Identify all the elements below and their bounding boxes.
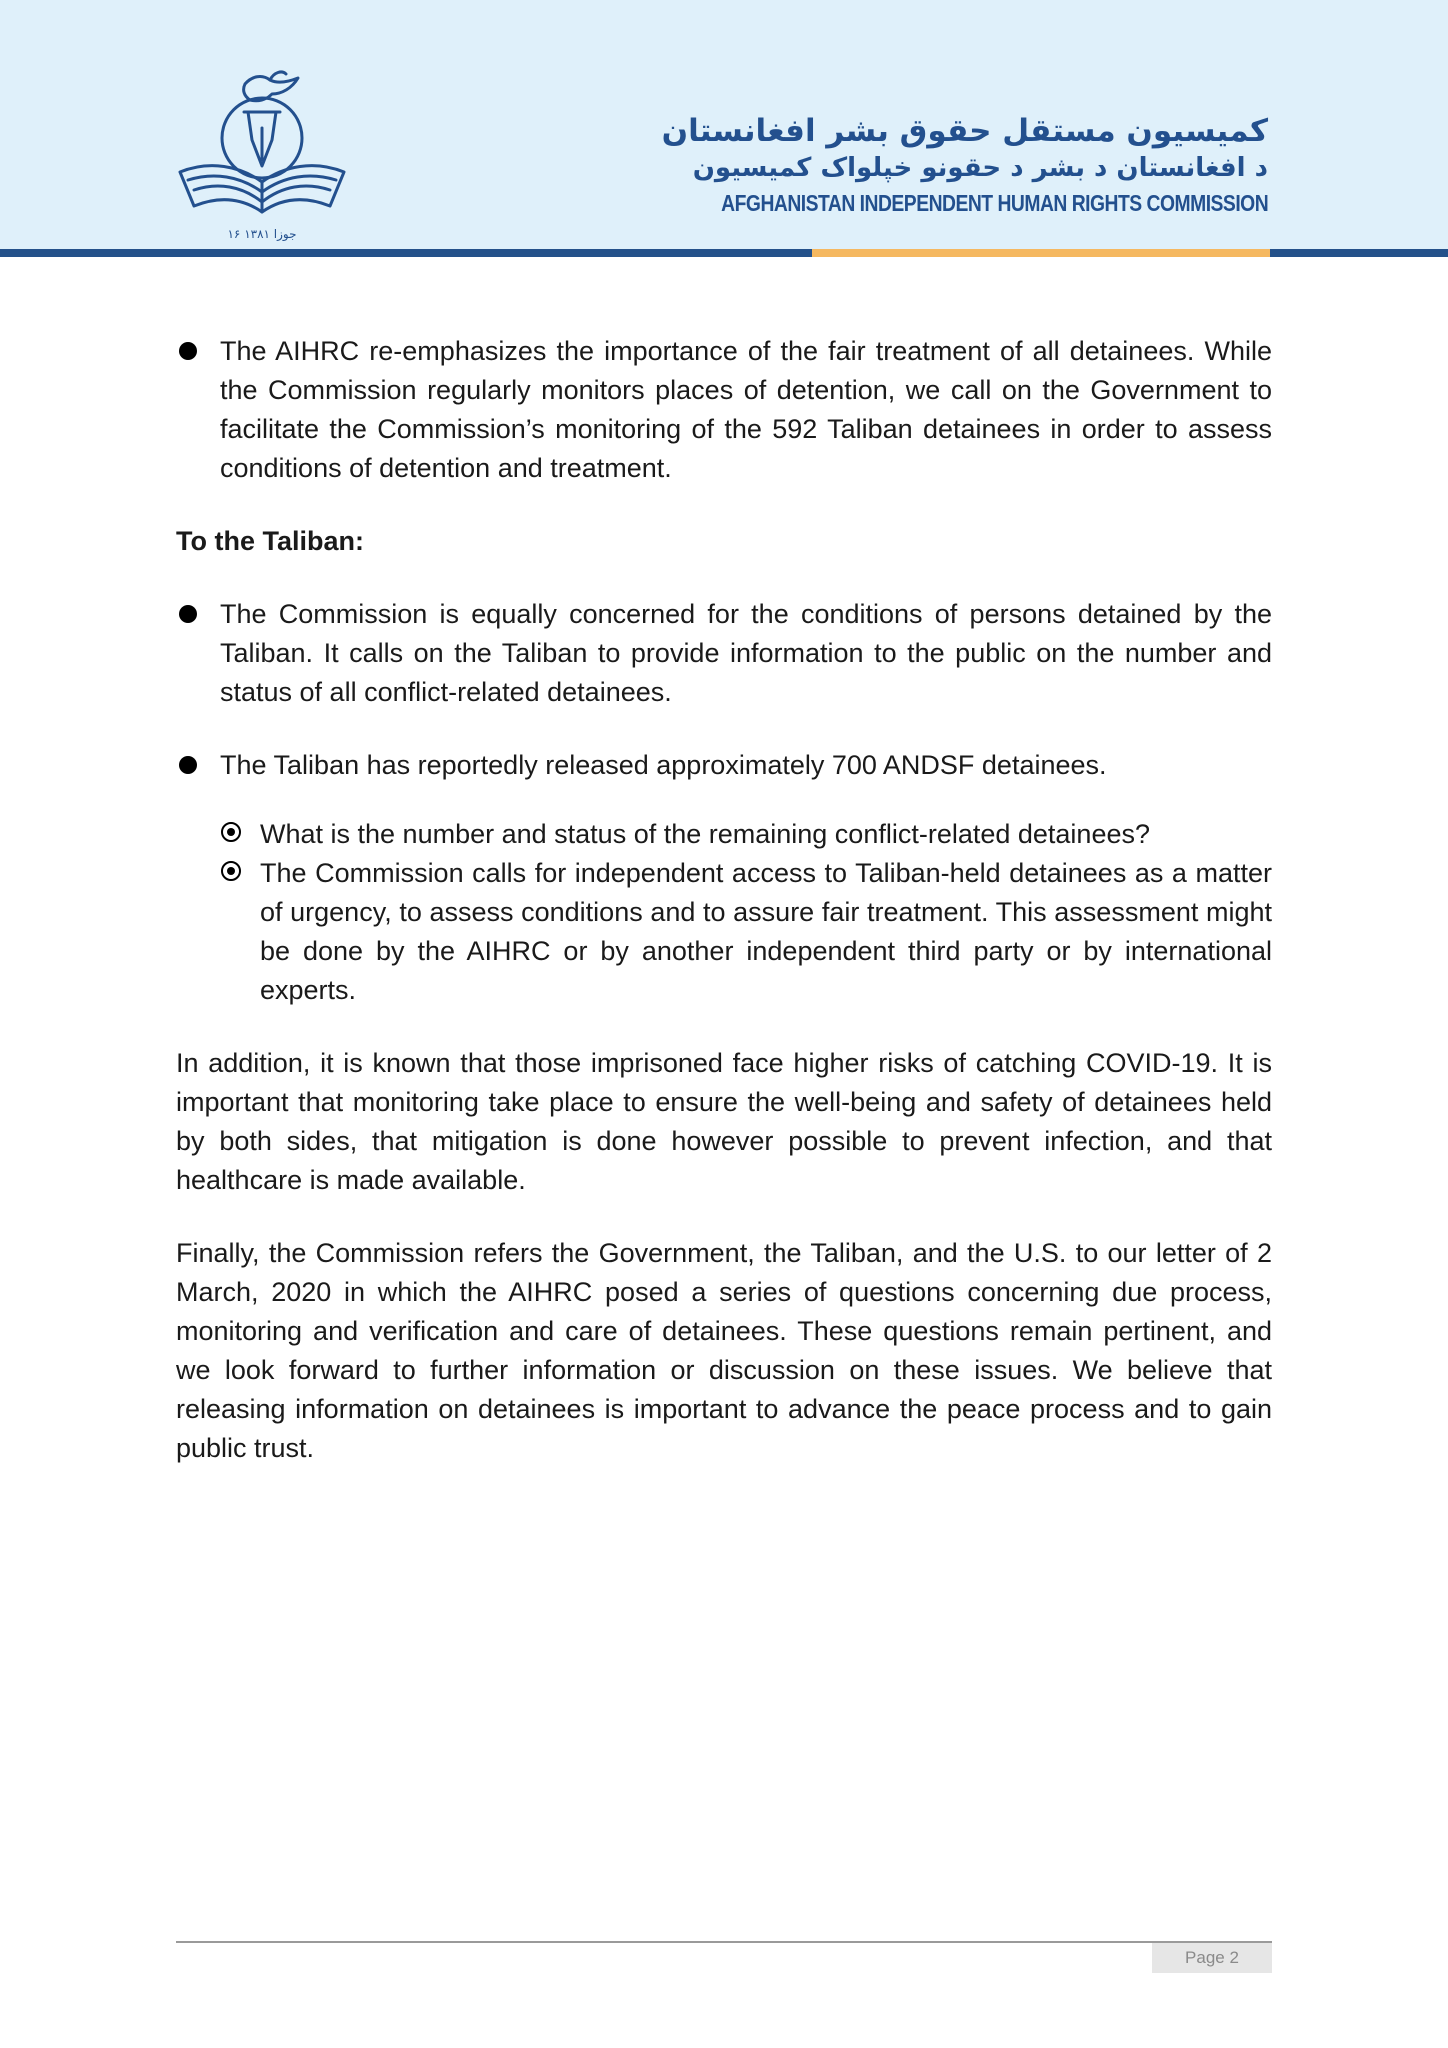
- bullet-dot-icon: [179, 756, 197, 774]
- bullet-text: The Taliban has reportedly released approximately 700 ANDSF detainees.: [220, 750, 1107, 780]
- footer-divider: [176, 1941, 1272, 1943]
- letterhead-band: [0, 0, 1448, 250]
- sub-bullet-text: What is the number and status of the remaining conflict-related detainees?: [260, 819, 1150, 849]
- circled-bullet-icon: [221, 822, 241, 842]
- bullet-text: The AIHRC re-emphasizes the importance of the fair treatment of all detainees. While the Commission regularly monitors places of detention, we call on the Government to facilitate the Commission’s monitoring of the 592 Taliban detainees in order to assess conditions of detention and treatment.: [220, 336, 1272, 483]
- logo-date: ۱۶ جوزا ۱۳۸۱: [227, 227, 297, 241]
- paragraph-covid: In addition, it is known that those imprisoned face higher risks of catching COVID-19. It is important that monitoring take place to ensure the well-being and safety of detainees held by both sides, that mitigation is done however possible to prevent infection, and that healthcare is made available.: [176, 1048, 1272, 1195]
- bullet-taliban-concern: [176, 595, 1272, 712]
- bullet-dot-icon: [179, 605, 197, 623]
- paragraph-conclusion: Finally, the Commission refers the Government, the Taliban, and the U.S. to our letter of 2 March, 2020 in which the AIHRC posed a series of questions concerning due process, monitoring and verification and care of detainees. These questions remain pertinent, and we look forward to further information or discussion on these issues. We believe that releasing information on detainees is important to advance the peace process and to gain public trust.: [176, 1238, 1272, 1463]
- org-name-pashto: د افغانستان د بشر د حقونو خپلواک کمیسیون: [692, 153, 1268, 183]
- aihrc-logo: [170, 70, 355, 245]
- circled-bullet-icon: [221, 861, 241, 881]
- bullet-dot-icon: [179, 342, 197, 360]
- section-heading-taliban: To the Taliban:: [176, 526, 364, 556]
- page-number: Page 2: [1152, 1943, 1272, 1973]
- sub-bullet-list: [220, 815, 1272, 1010]
- header-accent-stripe: [812, 249, 1270, 257]
- sub-bullet-remaining-detainees: [220, 815, 1272, 854]
- org-name-english: AFGHANISTAN INDEPENDENT HUMAN RIGHTS COMMISSION: [721, 190, 1268, 216]
- sub-bullet-independent-access: [220, 854, 1272, 1010]
- organization-name-block: [617, 112, 1268, 220]
- bullet-fair-treatment: [176, 332, 1272, 488]
- document-body: [176, 332, 1272, 1502]
- bullet-text: The Commission is equally concerned for the conditions of persons detained by the Taliban. It calls on the Taliban to provide information to the public on the number and status of all conflict-related detainees.: [220, 599, 1272, 707]
- org-name-dari: کمیسیون مستقل حقوق بشر افغانستان: [661, 113, 1268, 149]
- sub-bullet-text: The Commission calls for independent access to Taliban-held detainees as a matter of urgency, to assess conditions and to assure fair treatment. This assessment might be done by the AIHRC or by another independent third party or by international experts.: [260, 858, 1272, 1005]
- bullet-andsf-release: [176, 746, 1272, 785]
